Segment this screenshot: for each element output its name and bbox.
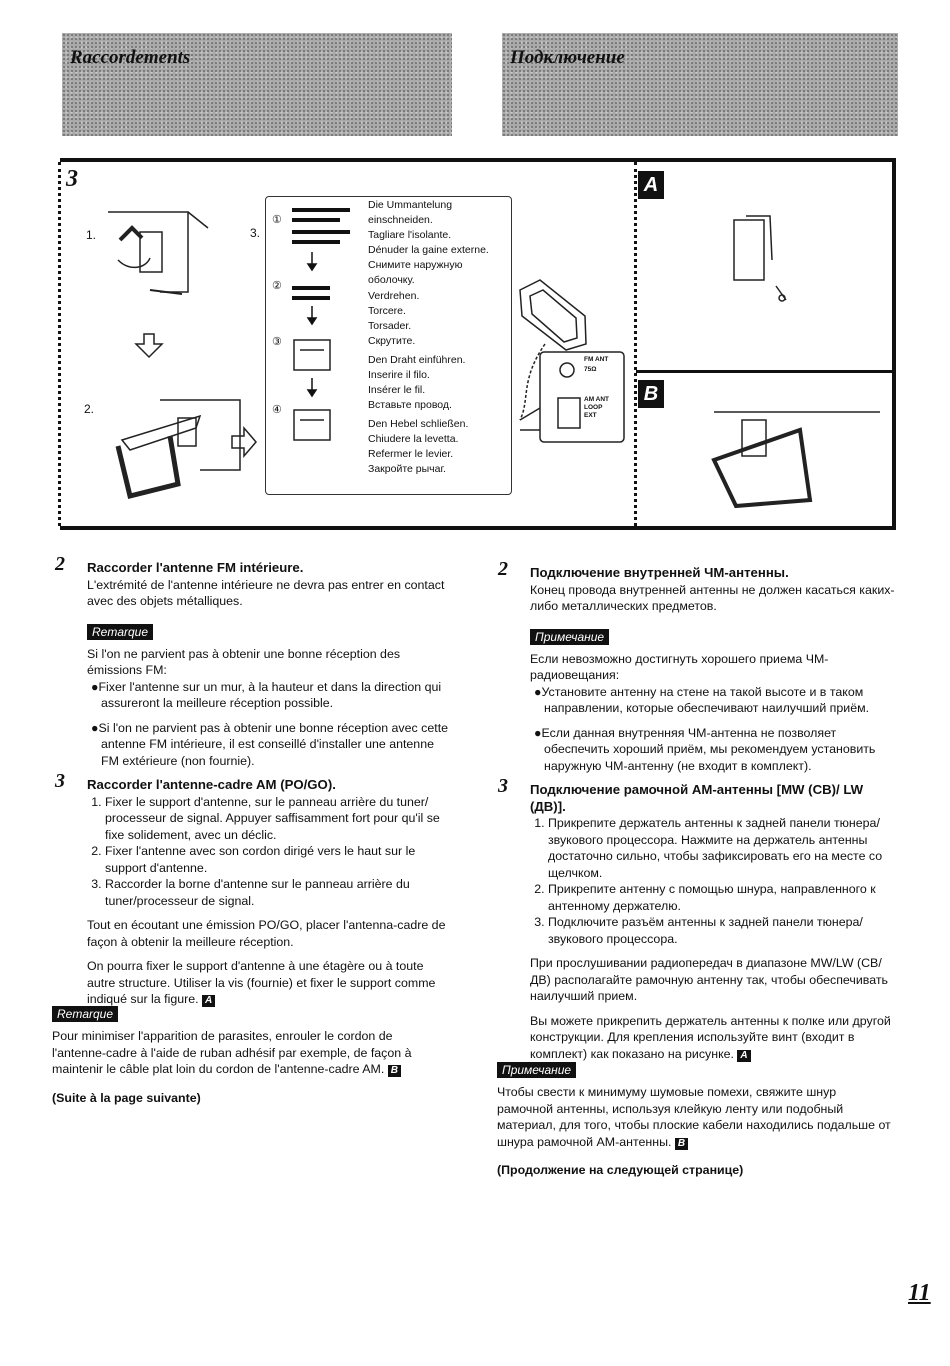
fr-note1-intro: Si l'on ne parvient pas à obtenir une bonne réception des émissions FM: bbox=[87, 646, 401, 677]
ru-note1-bullet1: ●Установите антенну на стене на такой высоте и в таком направлении, которые обеспечивают наилучший приём. bbox=[534, 684, 870, 715]
french-note2 bbox=[52, 1000, 448, 1114]
terminal-fm-label: FM ANT bbox=[584, 356, 609, 363]
fr-note1-label: Remarque bbox=[87, 624, 153, 640]
ru-ref-a-tag: A bbox=[737, 1050, 750, 1062]
step1-line: Tagliare l'isolante. bbox=[368, 229, 452, 241]
fr-section3-item: 1. Fixer le support d'antenne, sur le panneau arrière du tuner/ processeur de signal. Appuyer saffisamment fort pour qu'il se fixe solidement, avec un déclic. bbox=[105, 794, 449, 844]
ru-section2-title: Подключение внутренней ЧМ-антенны. bbox=[530, 565, 789, 580]
step1-line: einschneiden. bbox=[368, 214, 433, 226]
step2-line: Скрутите. bbox=[368, 335, 416, 347]
bracket-attach-illustration bbox=[108, 212, 208, 294]
wire-steps-box bbox=[265, 196, 512, 495]
fr-ref-b-tag: B bbox=[388, 1065, 401, 1077]
ru-section3-list bbox=[530, 815, 895, 947]
terminal-am-label: AM ANT bbox=[584, 396, 610, 403]
fr-section3-heading bbox=[55, 770, 449, 794]
step4-line: Refermer le levier. bbox=[368, 448, 454, 460]
step-circle-3: ③ bbox=[272, 336, 282, 348]
step4-line: Den Hebel schließen. bbox=[368, 418, 469, 430]
step-circle-2: ② bbox=[272, 280, 282, 292]
step2-text bbox=[368, 289, 419, 349]
am-loop-antenna bbox=[520, 280, 586, 420]
step-circle-4: ④ bbox=[272, 404, 282, 416]
step-circle-1: ① bbox=[272, 214, 282, 226]
right-arrow-hollow bbox=[232, 428, 256, 456]
step1-text bbox=[368, 198, 489, 288]
ru-note1-label: Примечание bbox=[530, 629, 609, 645]
ru-note2-label: Примечание bbox=[497, 1062, 576, 1078]
ru-section3-para2-wrap bbox=[530, 1013, 895, 1063]
panel-b-label: B bbox=[638, 380, 664, 408]
fr-section3-number: 3 bbox=[55, 770, 65, 792]
figure-step-number: 3 bbox=[66, 166, 78, 192]
step1-line: Die Ummantelung bbox=[368, 199, 453, 211]
ru-section2-number: 2 bbox=[498, 558, 508, 580]
terminal-fm-ohm-label: 75Ω bbox=[584, 366, 597, 373]
ru-ref-b-tag: B bbox=[675, 1138, 688, 1150]
ru-section2-heading bbox=[498, 558, 895, 582]
step4-line: Закройте рычаг. bbox=[368, 463, 446, 475]
step2-line: Torsader. bbox=[368, 320, 412, 332]
russian-note2 bbox=[497, 1056, 893, 1187]
ru-section3-para1: При прослушивании радиопередач в диапазоне MW/LW (СВ/ДВ) располагайте рамочную антенну так, чтобы обеспечивать наилучший прием. bbox=[530, 956, 888, 1003]
fr-section2-number: 2 bbox=[55, 553, 65, 575]
fr-note2-text: Pour minimiser l'apparition de parasites, enrouler le cordon de l'antenne-cadre à l'aide de ruban adhésif par exemple, de façon à maintenir le câble plat loin du cordon de l'antenne-cadre AM. bbox=[52, 1029, 412, 1076]
terminal-ext-label: EXT bbox=[584, 412, 597, 419]
ru-note2-wrap bbox=[497, 1084, 893, 1150]
fr-ref-a-tag: A bbox=[202, 995, 215, 1007]
shelf-bracket-illustration bbox=[714, 412, 880, 506]
step4-line: Chiudere la levetta. bbox=[368, 433, 459, 445]
fr-note2-label: Remarque bbox=[52, 1006, 118, 1022]
fr-section2-heading bbox=[55, 553, 449, 577]
terminal-labels bbox=[584, 356, 609, 420]
ru-section3-heading bbox=[498, 775, 895, 815]
step4-text bbox=[368, 417, 468, 477]
substep-1-label: 1. bbox=[86, 228, 97, 242]
step2-line: Verdrehen. bbox=[368, 290, 420, 302]
french-column bbox=[55, 553, 449, 1010]
terminal-loop-label: LOOP bbox=[584, 404, 603, 411]
fr-continued: (Suite à la page suivante) bbox=[52, 1090, 201, 1105]
bracket-with-screw-illustration bbox=[734, 216, 786, 301]
step1-line: Снимите наружную bbox=[368, 259, 463, 271]
down-arrow-hollow bbox=[136, 334, 162, 357]
substep-2-label: 2. bbox=[84, 402, 95, 416]
ru-section3-para2: Вы можете прикрепить держатель антенны к полке или другой конструкции. Для крепления используйте винт (входит в комплект) как показано на рисунке. bbox=[530, 1013, 891, 1061]
fr-section3-title: Raccorder l'antenne-cadre AM (PO/GO). bbox=[87, 777, 336, 792]
substep-3-label: 3. bbox=[250, 226, 261, 240]
fr-section3-list bbox=[87, 794, 449, 910]
ru-note1-bullet2: ●Если данная внутренняя ЧМ-антенна не позволяет обеспечить хороший приём, мы рекомендуем установить наружную ЧМ-антенну (не входит в комплект). bbox=[534, 725, 876, 773]
step3-line: Insérer le fil. bbox=[368, 384, 426, 396]
header-left-title: Raccordements bbox=[70, 47, 191, 68]
step1-line: Dénuder la gaine externe. bbox=[368, 244, 489, 256]
ru-note1-intro: Если невозможно достигнуть хорошего приема ЧМ-радиовещания: bbox=[530, 651, 829, 682]
step3-text bbox=[368, 353, 465, 413]
fr-note1-bullet2: ●Si l'on ne parvient pas à obtenir une bonne réception avec cette antenne FM intérieure, il est conseillé d'installer une antenne FM extérieure (non fournie). bbox=[91, 720, 449, 768]
fr-section2-title: Raccorder l'antenne FM intérieure. bbox=[87, 560, 304, 575]
fr-section2-body: L'extrémité de l'antenne intérieure ne devra pas entrer en contact avec des objets métalliques. bbox=[87, 577, 445, 608]
fr-note2-wrap bbox=[52, 1028, 448, 1078]
step1-line: оболочку. bbox=[368, 274, 415, 286]
page-number: 11 bbox=[908, 1280, 931, 1306]
header-right-title: Подключение bbox=[510, 47, 625, 68]
ru-section3-item: 1. Прикрепите держатель антенны к задней панели тюнера/звукового процессора. Нажмите на держатель антенны достаточно сильно, чтобы зафиксировать его на месте со щелчком. bbox=[548, 815, 895, 881]
step2-line: Torcere. bbox=[368, 305, 406, 317]
ru-section3-number: 3 bbox=[498, 775, 508, 797]
panel-a-label: A bbox=[638, 171, 664, 199]
ru-note2-text: Чтобы свести к минимуму шумовые помехи, свяжите шнур рамочной антенны, используя клейкую ленту или подобный материал, для того, чтобы плоские кабели находились подальше от шнура рамочной АМ-антенны. bbox=[497, 1085, 891, 1149]
fr-section3-para1: Tout en écoutant une émission PO/GO, placer l'antenna-cadre de façon à obtenir la meilleure réception. bbox=[87, 918, 446, 949]
fr-note1-bullet1: ●Fixer l'antenne sur un mur, à la hauteur et dans la direction qui assureront la meilleure réception possible. bbox=[91, 679, 442, 710]
fr-section3-item: 2. Fixer l'antenne avec son cordon dirigé vers le haut sur le support d'antenne. bbox=[105, 843, 449, 876]
step3-line: Inserire il filo. bbox=[368, 369, 430, 381]
ru-section3-item: 3. Подключите разъём антенны к задней панели тюнера/ звукового процессора. bbox=[548, 914, 895, 947]
ru-section3-title: Подключение рамочной АМ-антенны [MW (СВ)/ LW (ДВ)]. bbox=[530, 782, 864, 814]
ru-section3-item: 2. Прикрепите антенну с помощью шнура, направленного к антенному держателю. bbox=[548, 881, 895, 914]
loop-antenna-illustration bbox=[118, 400, 240, 496]
fr-section3-item: 3. Raccorder la borne d'antenne sur le panneau arrière du tuner/processeur de signal. bbox=[105, 876, 449, 909]
fr-section3-para2: On pourra fixer le support d'antenne à une étagère ou à toute autre structure. Utiliser la vis (fournie) et fixer le support comme indiqué sur la figure. bbox=[87, 959, 436, 1006]
step3-line: Den Draht einführen. bbox=[368, 354, 466, 366]
russian-column bbox=[498, 558, 895, 1064]
ru-section2-body: Конец провода внутренней антенны не должен касаться каких-либо металлических предметов. bbox=[530, 582, 895, 613]
ru-continued: (Продолжение на следующей странице) bbox=[497, 1163, 744, 1177]
step3-line: Вставьте провод. bbox=[368, 399, 452, 411]
